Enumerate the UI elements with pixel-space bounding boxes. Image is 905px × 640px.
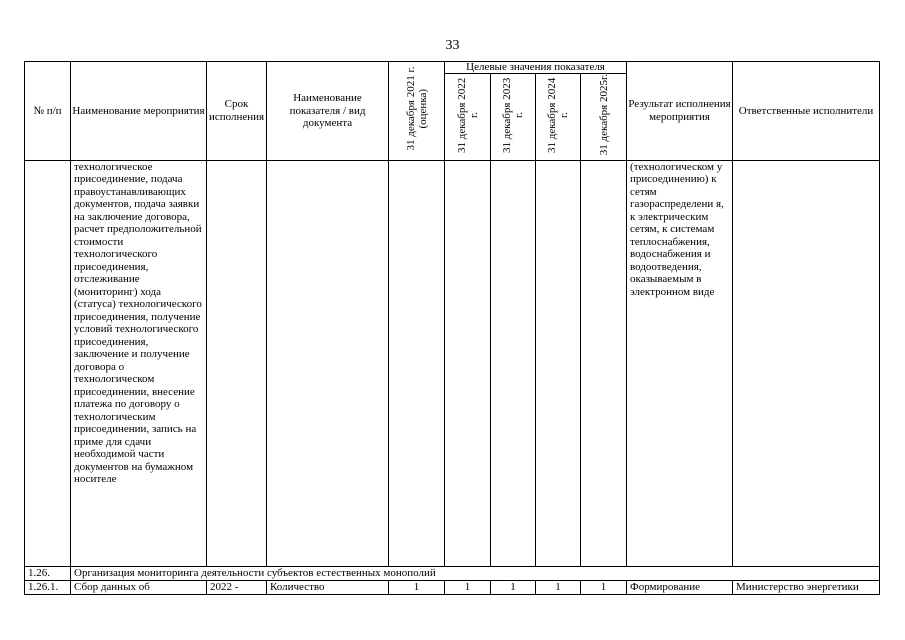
- item-term: 2022 -: [207, 580, 267, 594]
- item-responsible: Министерство энергетики: [733, 580, 880, 594]
- events-table: [24, 61, 880, 595]
- page-number: 33: [445, 38, 460, 53]
- header-responsible: Ответственные исполнители: [733, 62, 880, 161]
- header-result: Результат исполнения мероприятия: [627, 62, 733, 161]
- header-2024: 31 декабря 2024 г.: [536, 74, 581, 161]
- section-num: 1.26.: [25, 566, 71, 580]
- continuation-event-text: технологическое присоединение, подача правоустанавливающих документов, подача заявки на заключение договора, расчет предположительной стоимости технологического присоединения, отслеживание (мониторинг) хода (статуса) технологического присоединения, получение условий технологического присоединения, заключение и получение договора о технологическом присоединении, внесение платежа по договору о технологическим присоединении, запись на приме для сдачи необходимой части документов на бумажном носителе: [71, 160, 207, 566]
- header-2025: 31 декабря 2025г.: [581, 74, 627, 161]
- item-num: 1.26.1.: [25, 580, 71, 594]
- section-row: [25, 566, 880, 580]
- section-title: Организация мониторинга деятельности субъектов естественных монополий: [71, 566, 880, 580]
- item-value-2022: 1: [445, 580, 491, 594]
- header-2022: 31 декабря 2022 г.: [445, 74, 491, 161]
- header-num: № п/п: [25, 62, 71, 161]
- table-row: [25, 580, 880, 594]
- item-value-2021: 1: [389, 580, 445, 594]
- continuation-result-text: (технологическом у присоединению) к сетям газораспределени я, к электрическим сетям, к системам теплоснабжения, водоснабжения и водоотведения, оказываемым в электронном виде: [627, 160, 733, 566]
- header-indicator: Наименование показателя / вид документа: [267, 62, 389, 161]
- item-indicator: Количество: [267, 580, 389, 594]
- continuation-row: [25, 160, 880, 566]
- item-value-2024: 1: [536, 580, 581, 594]
- item-value-2025: 1: [581, 580, 627, 594]
- item-event: Сбор данных об: [71, 580, 207, 594]
- header-2023: 31 декабря 2023 г.: [491, 74, 536, 161]
- header-event: Наименование мероприятия: [71, 62, 207, 161]
- item-result: Формирование: [627, 580, 733, 594]
- header-targets-group: Целевые значения показателя: [445, 62, 627, 74]
- item-value-2023: 1: [491, 580, 536, 594]
- header-2021: 31 декабря 2021 г. (оценка): [389, 62, 445, 161]
- header-term: Срок исполнения: [207, 62, 267, 161]
